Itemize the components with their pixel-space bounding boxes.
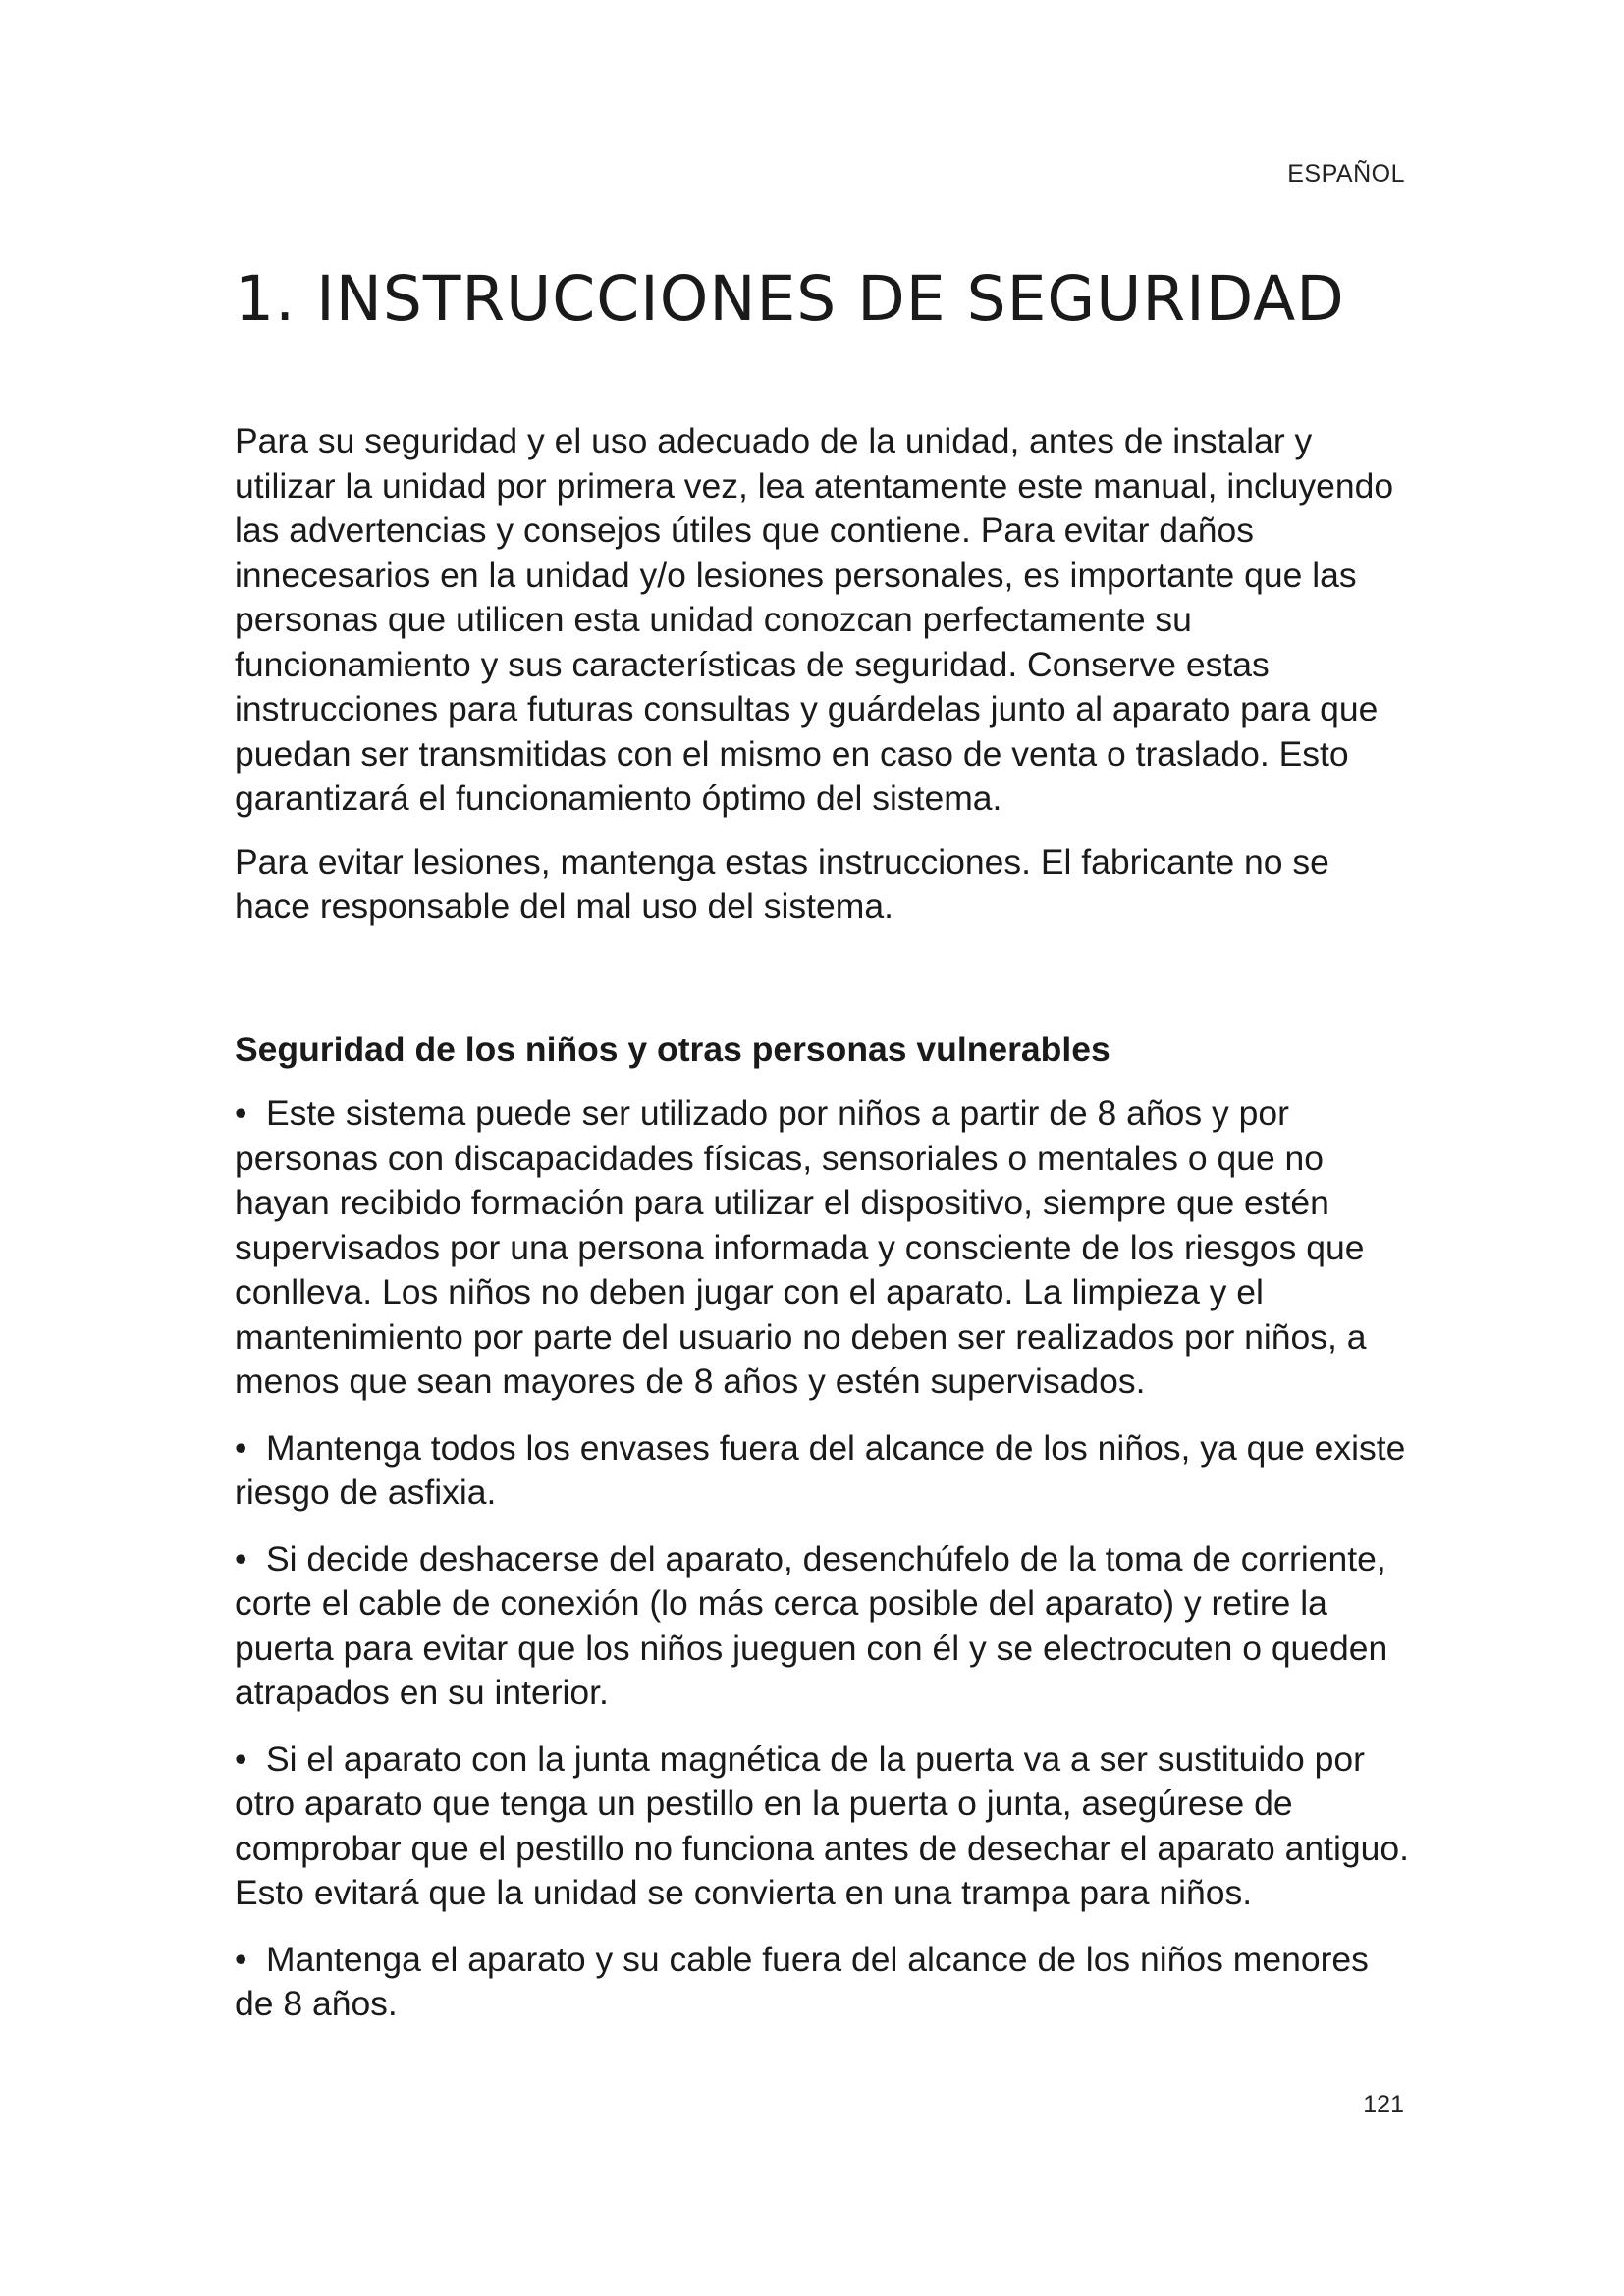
language-label: ESPAÑOL bbox=[1287, 160, 1405, 187]
bullet-item bbox=[235, 1537, 1413, 1716]
chapter-title: 1. INSTRUCCIONES DE SEGURIDAD bbox=[235, 263, 1345, 335]
bullet-text: Mantenga el aparato y su cable fuera del alcance de los niños menores de 8 años. bbox=[235, 1939, 1369, 2023]
bullet-item bbox=[235, 1737, 1413, 1916]
bullet-item bbox=[235, 1938, 1413, 2027]
bullet-item bbox=[235, 1092, 1413, 1405]
bullet-mark: • bbox=[235, 1427, 247, 1468]
bullet-text: Si decide deshacerse del aparato, desenchúfelo de la toma de corriente, corte el cable de conexión (lo más cerca posible del aparato) y retire la puerta para evitar que los niños jueguen con él y se electrocuten o queden atrapados en su interior. bbox=[235, 1538, 1388, 1712]
intro-paragraph: Para su seguridad y el uso adecuado de la unidad, antes de instalar y utilizar la unidad por primera vez, lea atentamente este manual, incluyendo las advertencias y consejos útiles que contiene. Para evitar daños innecesarios en la unidad y/o lesiones personales, es importante que las personas que utilicen esta unidad conozcan perfectamente su funcionamiento y sus características de seguridad. Conserve estas instrucciones para futuras consultas y guárdelas junto al aparato para que puedan ser transmitidas con el mismo en caso de venta o traslado. Esto garantizará el funcionamiento óptimo del sistema. bbox=[235, 421, 1394, 818]
bullet-mark: • bbox=[235, 1538, 247, 1578]
bullet-mark: • bbox=[235, 1738, 247, 1779]
bullet-text: Si el aparato con la junta magnética de la puerta va a ser sustituido por otro aparato que tenga un pestillo en la puerta o junta, asegúrese de comprobar que el pestillo no funciona antes de desechar el aparato antiguo. Esto evitará que la unidad se convierta en una trampa para niños. bbox=[235, 1738, 1409, 1912]
section-heading: Seguridad de los niños y otras personas vulnerables bbox=[235, 1029, 1110, 1069]
bullet-mark: • bbox=[235, 1094, 247, 1133]
bullet-item bbox=[235, 1426, 1413, 1516]
bullet-text: Este sistema puede ser utilizado por niños a partir de 8 años y por personas con discapacidades físicas, sensoriales o mentales o que no hayan recibido formación para utilizar el dispositivo, siempre que estén supervisados por una persona informada y consciente de los riesgos que conlleva. Los niños no deben jugar con el aparato. La limpieza y el mantenimiento por parte del usuario no deben ser realizados por niños, a menos que sean mayores de 8 años y estén supervisados. bbox=[235, 1094, 1367, 1401]
bullet-text: Mantenga todos los envases fuera del alcance de los niños, ya que existe riesgo de asfixia. bbox=[235, 1427, 1406, 1512]
page-content bbox=[235, 260, 1413, 2049]
page-number: 121 bbox=[1363, 2091, 1404, 2118]
intro-paragraph: Para evitar lesiones, mantenga estas instrucciones. El fabricante no se hace responsable del mal uso del sistema. bbox=[235, 841, 1329, 926]
bullet-mark: • bbox=[235, 1939, 247, 1979]
